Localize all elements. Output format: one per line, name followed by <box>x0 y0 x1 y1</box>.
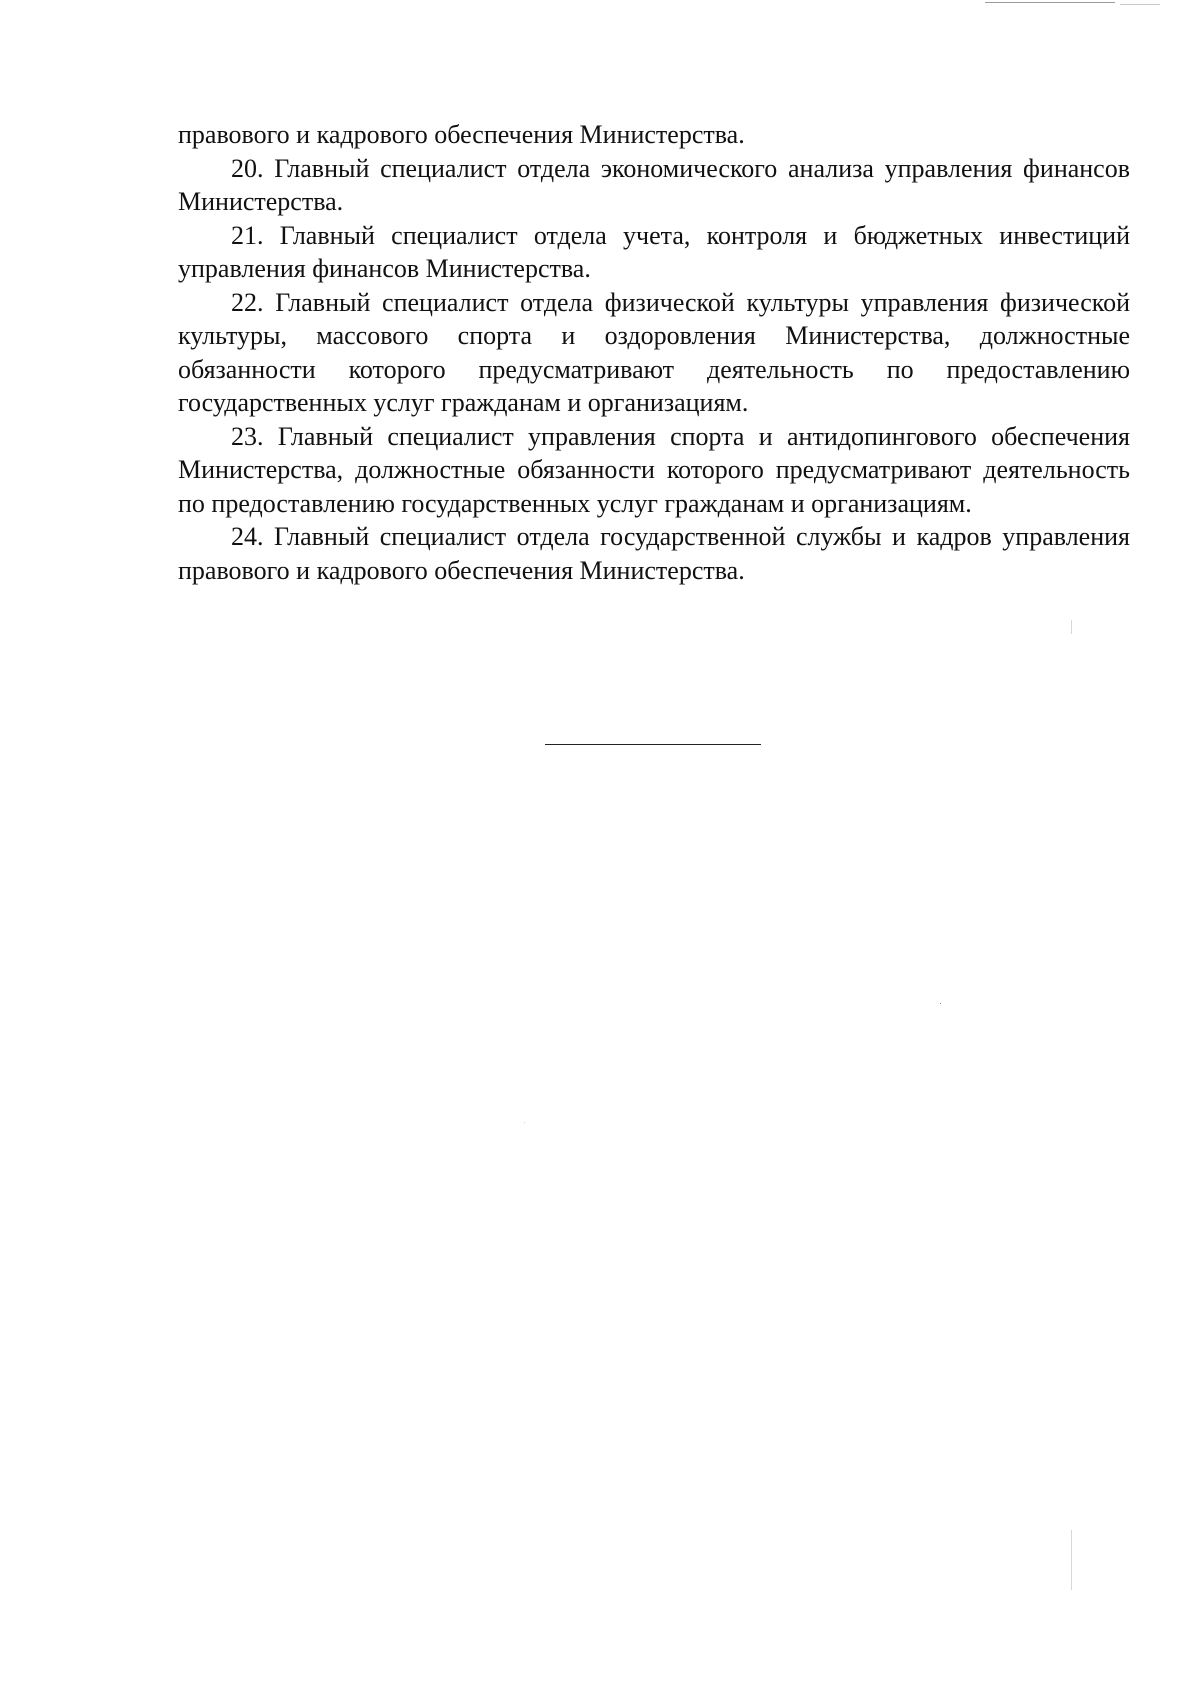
paragraph-item-22: 22. Главный специалист отдела физической культуры управления физической культуры, массового спорта и оздоровления Министерства, должностные обязанности которого предусматривают деятельность по предоставлению государственных услуг гражданам и организациям. <box>178 287 1130 417</box>
paragraph-continuation: правового и кадрового обеспечения Министерства. <box>178 120 745 149</box>
paragraph-item-20: 20. Главный специалист отдела экономического анализа управления финансов Министерства. <box>178 153 1130 216</box>
scan-edge-mark <box>1071 620 1072 634</box>
document-body <box>178 118 1130 587</box>
paragraph-item-21: 21. Главный специалист отдела учета, контроля и бюджетных инвестиций управления финансов Министерства. <box>178 220 1130 283</box>
end-of-list-rule <box>545 744 761 745</box>
scan-artifact-line <box>1120 4 1160 5</box>
scan-artifact-line <box>985 2 1115 3</box>
paragraph-item-24: 24. Главный специалист отдела государственной службы и кадров управления правового и кадрового обеспечения Министерства. <box>178 522 1130 585</box>
paragraph-item-23: 23. Главный специалист управления спорта и антидопингового обеспечения Министерства, должностные обязанности которого предусматривают деятельность по предоставлению государственных услуг гражданам и организациям. <box>178 421 1130 518</box>
scan-edge-mark <box>1071 1530 1072 1590</box>
scan-speck <box>940 1003 941 1004</box>
scan-speck <box>524 1122 525 1123</box>
